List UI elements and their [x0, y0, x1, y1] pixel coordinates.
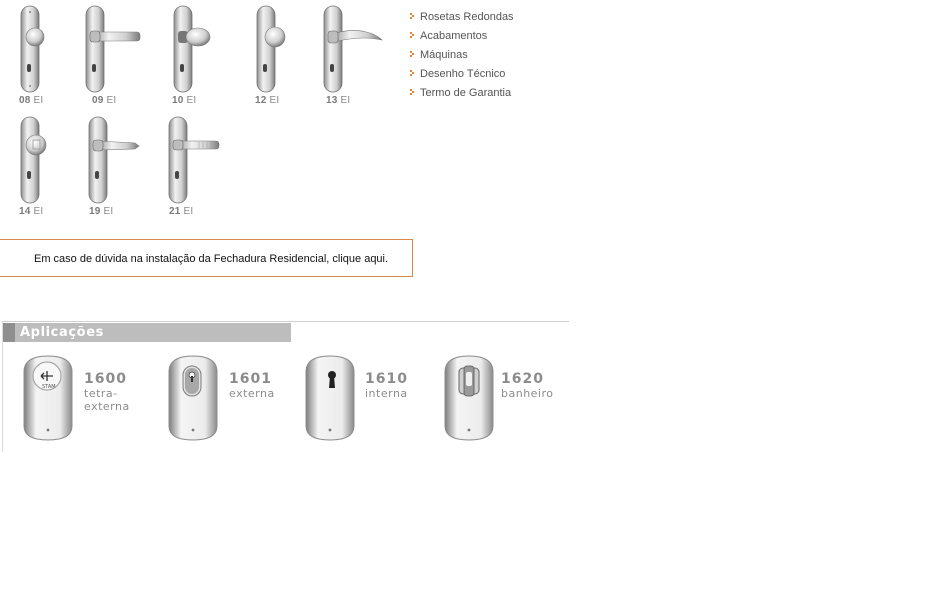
application-1600[interactable]	[20, 352, 140, 444]
keyhole-icon	[302, 352, 358, 442]
application-1601[interactable]	[165, 352, 285, 444]
model-19-ei[interactable]	[87, 115, 143, 219]
model-21-ei[interactable]	[167, 115, 223, 219]
model-label: 19 EI	[89, 206, 114, 217]
model-label: 09 EI	[92, 95, 117, 106]
bullet-arrow-icon	[408, 50, 419, 59]
lock-knob-oval-icon	[172, 4, 228, 96]
bathroom-turn-icon	[441, 352, 497, 442]
bullet-arrow-icon	[408, 88, 419, 97]
model-12-ei[interactable]	[255, 4, 311, 108]
model-label: 12 EI	[255, 95, 280, 106]
lock-knob-textured-icon	[19, 115, 75, 207]
link-rosetas-redondas[interactable]	[408, 7, 514, 26]
application-1620[interactable]	[441, 352, 561, 444]
svg-text:STAM: STAM	[42, 384, 56, 390]
model-label: 13 EI	[326, 95, 351, 106]
link-label[interactable]: Rosetas Redondas	[420, 10, 514, 23]
model-label: 14 EI	[19, 206, 44, 217]
link-acabamentos[interactable]	[408, 26, 514, 45]
model-13-ei[interactable]	[322, 4, 386, 108]
section-divider	[2, 321, 569, 322]
bullet-arrow-icon	[408, 31, 419, 40]
lock-lever-curved-icon	[322, 4, 386, 96]
application-desc: externa	[229, 387, 275, 400]
tetra-cylinder-icon	[20, 352, 76, 442]
lock-knob-icon	[19, 4, 75, 96]
link-desenho-tecnico[interactable]	[408, 64, 514, 83]
application-code: 1600	[84, 371, 127, 387]
link-maquinas[interactable]	[408, 45, 514, 64]
application-1610[interactable]	[302, 352, 422, 444]
lock-lever-icon	[84, 4, 140, 96]
link-label[interactable]: Máquinas	[420, 48, 468, 61]
link-label[interactable]: Desenho Técnico	[420, 67, 506, 80]
model-08-ei[interactable]	[19, 4, 75, 108]
model-10-ei[interactable]	[172, 4, 228, 108]
related-links	[408, 7, 514, 102]
application-code: 1620	[501, 371, 544, 387]
application-code: 1601	[229, 371, 272, 387]
model-label: 08 EI	[19, 95, 44, 106]
model-09-ei[interactable]	[84, 4, 140, 108]
lock-lever-textured-icon	[167, 115, 223, 207]
cylinder-icon	[165, 352, 221, 442]
model-14-ei[interactable]	[19, 115, 75, 219]
bullet-arrow-icon	[408, 69, 419, 78]
installation-help-link[interactable]: Em caso de dúvida na instalação da Fechadura Residencial, clique aqui.	[34, 253, 389, 265]
link-label[interactable]: Termo de Garantia	[420, 86, 512, 99]
lock-knob-small-icon	[255, 4, 311, 96]
link-termo-de-garantia[interactable]	[408, 83, 514, 102]
model-label: 21 EI	[169, 206, 194, 217]
application-desc: interna	[365, 387, 408, 400]
lock-lever-pointed-icon	[87, 115, 143, 207]
bullet-arrow-icon	[408, 12, 419, 21]
model-label: 10 EI	[172, 95, 197, 106]
application-desc: tetra- externa	[84, 387, 130, 413]
installation-help-box	[0, 239, 413, 277]
link-label[interactable]: Acabamentos	[420, 29, 488, 42]
application-code: 1610	[365, 371, 408, 387]
header-accent	[3, 323, 15, 342]
application-desc: banheiro	[501, 387, 554, 400]
applications-title: Aplicações	[20, 325, 104, 340]
applications-header	[3, 323, 291, 342]
